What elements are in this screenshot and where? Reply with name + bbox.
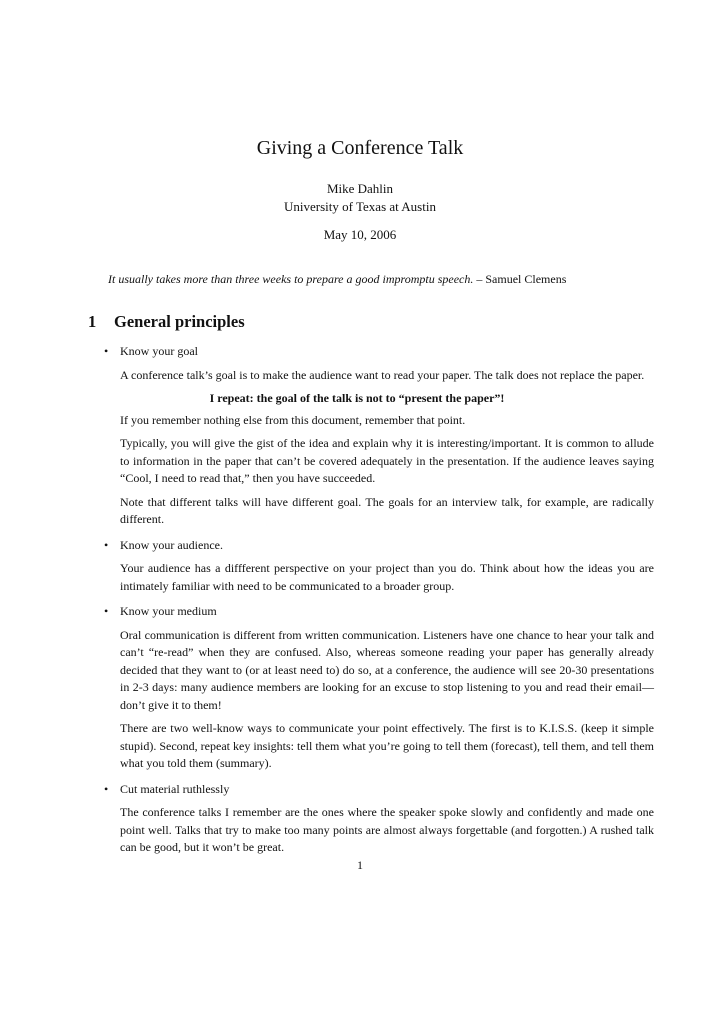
item-paragraph: Note that different talks will have different goal. The goals for an interview talk, for example, are radically different. [120,494,654,526]
item-paragraph: If you remember nothing else from this document, remember that point. [120,412,466,427]
list-item-cut-material [104,781,654,857]
section-content [104,343,654,865]
page-number: 1 [357,858,363,872]
title-block [0,136,720,244]
section-heading [88,311,245,333]
item-paragraph: Your audience has a diffferent perspective on your project than you do. Think about how the ideas you are intimately familiar with need to be communicated to a broader group. [120,561,654,593]
emphasis-line: I repeat: the goal of the talk is not to “present the paper”! [209,391,505,405]
bullet-icon: • [104,781,109,796]
item-paragraph: The conference talks I remember are the ones where the speaker spoke slowly and confidently and made one point well. Talks that try to make too many points are almost always forgettable (and forgotten.) A rushed talk can be good, but it won’t be great. [120,805,654,854]
author-affiliation: University of Texas at Austin [284,199,436,214]
bullet-icon: • [104,344,109,358]
item-paragraph: Typically, you will give the gist of the idea and explain why it is interesting/important. It is common to allude to information in the paper that can’t be covered adequately in the presentation. If the audience leaves saying “Cool, I need to read that,” then you have succeeded. [120,436,654,485]
section-number: 1 [88,312,97,331]
doc-date: May 10, 2006 [323,227,397,242]
epigraph-quote: It usually takes more than three weeks to prepare a good impromptu speech. [108,272,474,286]
section-title: General principles [114,312,245,331]
list-item-know-your-goal [104,343,654,529]
doc-title: Giving a Conference Talk [256,137,464,159]
item-heading: Know your medium [120,604,217,618]
list-item-know-your-medium [104,603,654,773]
epigraph [108,271,668,288]
item-paragraph: There are two well-know ways to communicate your point effectively. The first is to K.I.S.S. (keep it simple stupid). Second, repeat key insights: tell them what you’re going to tell them (forecast), tell them, and tell them what you told them (summary). [120,721,654,770]
bullet-icon: • [104,604,109,618]
item-heading: Cut material ruthlessly [120,781,230,796]
item-paragraph: A conference talk’s goal is to make the audience want to read your paper. The talk does not replace the paper. [120,367,645,382]
item-heading: Know your audience. [120,537,223,552]
list-item-know-your-audience [104,537,654,596]
epigraph-attribution: – Samuel Clemens [473,272,567,286]
item-heading: Know your goal [120,344,198,358]
bullet-icon: • [104,537,109,552]
author-name: Mike Dahlin [326,181,394,196]
item-paragraph: Oral communication is different from written communication. Listeners have one chance to hear your talk and can’t “re-read” when they are confused. Also, whereas someone reading your paper has generally already decided that they want to (or at least need to) do so, at a conference, the audience will see 20-30 presentations in 2-3 days: many audience members are looking for an excuse to stop listening to you and read their email—don’t give it to them! [120,627,654,712]
